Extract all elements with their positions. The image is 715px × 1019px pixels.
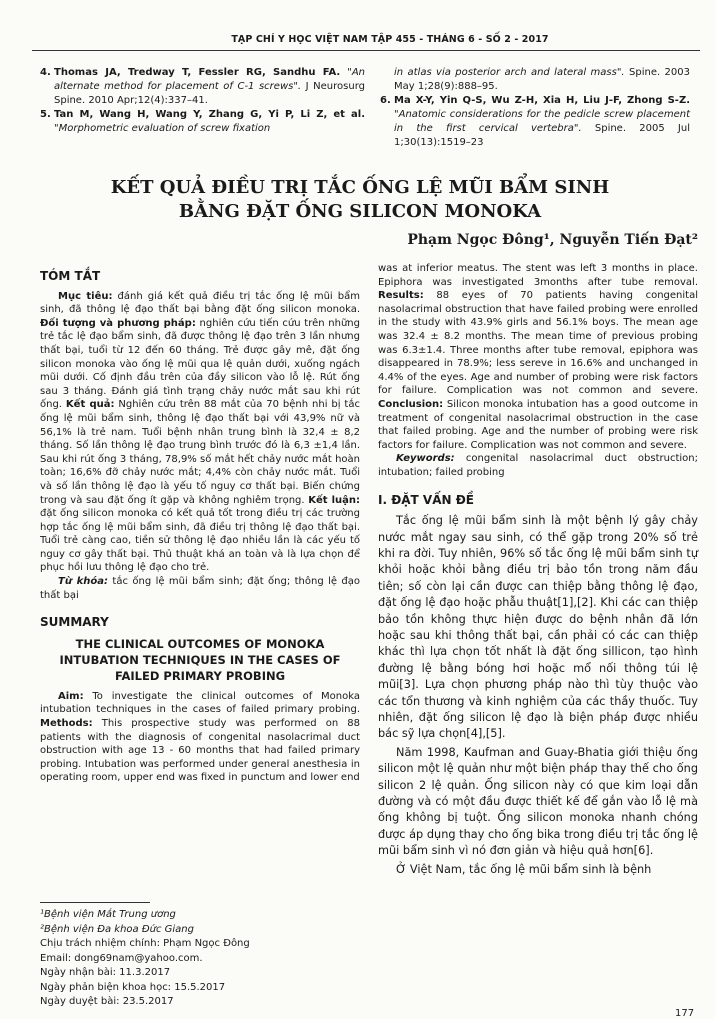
footnotes [40,908,280,1010]
abstract-label: Mục tiêu: [58,290,113,302]
summary-paragraph [40,690,360,785]
keywords-paragraph [378,452,698,479]
left-column [40,262,360,785]
summary-text: Silicon monoka intubation has a good outcome in treatment of congenital nasolacrimal obstruction in the case that failed probing. Age and the number of probing were risk factors for failure. Complication was not common and severe. [378,398,698,451]
abstract-label: Kết luận: [308,494,360,506]
abstract-text: đánh giá kết quả điều trị tắc ống lệ mũi bẩm sinh, đã thông lệ đạo thất bại bằng đặt ống silicon monoka. [40,290,360,316]
references-right [380,66,690,150]
keywords-label: Keywords: [396,453,455,465]
keywords-paragraph [40,575,360,602]
reference-number: 6. [380,95,391,106]
body-paragraph: Năm 1998, Kaufman and Guay-Bhatia giới thiệu ống silicon một lệ quản như một biện pháp thay thế cho ống silicon 2 lệ quản. Ống silicon này có que kim loại dẫn đường và có một đầu được thiết kế để gắn vào lỗ lệ mà ống không bị tuột. Ống silicon monoka nhanh chóng được áp dụng thay cho ống bika trong điều trị tắc ống lệ mũi bẩm sinh vì nó đơn giản và hiệu quả hơn[6]. [378,745,698,858]
summary-heading: SUMMARY [40,615,109,630]
summary-title: THE CLINICAL OUTCOMES OF MONOKA INTUBATION TECHNIQUES IN THE CASES OF FAILED PRIMARY PROBING [59,636,341,683]
reference-source: Spine. 2005 Jul 1;30(13):1519–23 [394,123,690,148]
reference-item [40,66,365,108]
review-date: Ngày phản biện khoa học: 15.5.2017 [40,981,226,993]
abstract-text: Nghiên cứu trên 88 mắt của 70 bệnh nhi bị tắc ống lệ mũi bẩm sinh, thông lệ đạo thất bại với 43,9% nữ và 56,1% là trẻ nam. Tuổi bệnh nhân trung bình là 32,4 ± 8,2 tháng. Số lần thông lệ đạo trung bình trước đó là 6,3 ±1,4 lần. Sau khi rút ống 3 tháng, 78,9% số mắt hết chảy nước mắt hoàn toàn; 16,6% đỡ chảy nước mắt; 4,4% còn chảy nước mắt. Tuổi và số lần thông lệ đạo là yếu tố nguy cơ thất bại. Biến chứng trong và sau đặt ống ít gặp và không nghiêm trọng. [40,399,360,506]
journal-header: TẠP CHÍ Y HỌC VIỆT NAM TẬP 455 - THÁNG 6 - SỐ 2 - 2017 [231,34,549,45]
summary-label: Aim: [58,690,84,702]
summary-text: This prospective study was performed on 88 patients with the diagnosis of congenital nasolacrimal duct obstruction with age 13 - 60 months that had failed primary probing. Intubation was performed under general anesthesia in operating room, upper end was fixed in punctum and lower end [40,718,360,784]
summary-label: Conclusion: [378,398,444,410]
summary-text: was at inferior meatus. The stent was left 3 months in place. Epiphora was investigated 3months after tube removal. [378,263,698,288]
affiliation-2: ²Bệnh viện Đa khoa Đức Giang [40,923,194,935]
keywords-text: tắc ống lệ mũi bẩm sinh; đặt ống; thông lệ đạo thất bại [40,576,360,601]
reference-item [40,108,365,136]
reference-source: Spine. 2003 May 1;28(9):888–95. [394,67,690,92]
reference-body [394,94,690,150]
reference-title: "Morphometric evaluation of screw fixation [54,123,271,134]
abstract-label: Đối tượng và phương pháp: [40,317,196,329]
keywords-text: congenital nasolacrimal duct obstruction; intubation; failed probing [378,453,698,478]
abstract-label: Kết quả: [65,399,115,411]
abstract-heading: TÓM TẮT [40,269,101,283]
reference-number: 4. [40,67,51,78]
article-authors: Phạm Ngọc Đông¹, Nguyễn Tiến Đạt² [407,232,698,248]
reference-body [394,66,690,94]
reference-body [54,66,365,108]
abstract-text: đặt ống silicon monoka có kết quả tốt trong điều trị các trường hợp tắc ống lệ mũi bẩm sinh, đã điều trị thông lệ đạo thất bại. Tuổi trẻ càng cao, tiền sử thông lệ đạo nhiều lần là các yếu tố nguy cơ gây thất bại. Thủ thuật khá an toàn và là lựa chọn để phục hồi lưu thông lệ đạo cho trẻ. [40,508,360,574]
reference-item [380,66,690,94]
header-rule [32,50,700,51]
keywords-label: Từ khóa: [58,576,109,588]
right-column [378,262,698,878]
approval-date: Ngày duyệt bài: 23.5.2017 [40,996,174,1007]
corresponding-author: Chịu trách nhiệm chính: Phạm Ngọc Đông [40,938,250,949]
section-heading: I. ĐẶT VẤN ĐỀ [378,492,474,507]
reference-authors: Tan M, Wang H, Wang Y, Zhang G, Yi P, Li Z, et al. [54,109,365,120]
summary-text: 88 eyes of 70 patients having congenital nasolacrimal obstruction that have failed probing were enrolled in the study with 43.9% girls and 56.1% boys. The mean age was 32.4 ± 8.2 months. The mean time of previous probing was 6.3±1.4. Three months after tube removal, epiphora was disappeared in 78.9%; less sereve in 16.6% and unchanged in 4.4% of the eyes. Age and number of probing were risk factors for failure. Complication was not common and severe. [378,290,698,397]
summary-text: To investigate the clinical outcomes of Monoka intubation techniques in the cases of failed primary probing. [40,690,360,716]
reference-title: "An alternate method for placement of C-1 screws". [54,67,365,92]
article-title-line: KẾT QUẢ ĐIỀU TRỊ TẮC ỐNG LỆ MŨI BẨM SINH [110,177,610,198]
article-title-line: BẰNG ĐẶT ỐNG SILICON MONOKA [178,201,542,222]
abstract-paragraph [40,290,360,575]
summary-label: Results: [378,290,424,302]
reference-source: J Neurosurg Spine. 2010 Apr;12(4):337–41. [54,81,365,106]
affiliation-1: ¹Bệnh viện Mắt Trung ương [40,909,176,920]
reference-authors: Ma X-Y, Yin Q-S, Wu Z-H, Xia H, Liu J-F, Zhong S-Z. [394,95,690,106]
received-date: Ngày nhận bài: 11.3.2017 [40,967,171,978]
reference-item [380,94,690,150]
reference-title: "Anatomic considerations for the pedicle screw placement in the first cervical vertebra". [394,109,690,134]
abstract-text: nghiên cứu tiến cứu trên những trẻ tắc lệ đạo bẩm sinh, đã được thông lệ đạo trên 3 lần nhưng thất bại, tuổi từ 12 đến 60 tháng. Trẻ được gây mê, đặt ống silicon monoka vào ống lệ mũi qua lệ quản dưới, xuống ngách mũi dưới. Cố định đầu trên của đầy silicon vào lỗ lệ. Rút ống sau 3 tháng. Đánh giá tình trạng chảy nước mắt sau khi rút ống. [40,317,360,411]
reference-number: 5. [40,109,51,120]
author-email: Email: dong69nam@yahoo.com. [40,952,203,964]
reference-number [380,66,394,94]
page-number: 177 [675,1008,695,1019]
reference-body [54,108,365,136]
footnote-rule [40,902,150,903]
article-title [80,176,640,224]
body-paragraph: Ở Việt Nam, tắc ống lệ mũi bẩm sinh là bệnh [396,862,652,876]
references-left [40,66,365,136]
summary-label: Methods: [40,718,93,730]
reference-authors: Thomas JA, Tredway T, Fessler RG, Sandhu FA. [54,67,341,78]
summary-paragraph [378,262,698,452]
reference-title: in atlas via posterior arch and lateral mass". [394,67,625,78]
body-paragraph: Tắc ống lệ mũi bẩm sinh là một bệnh lý gây chảy nước mắt ngay sau sinh, có thể gặp trong 20% số trẻ khi ra đời. Tuy nhiên, 96% số tắc ống lệ mũi bẩm sinh tự khỏi hoặc khỏi bằng điều trị bảo tồn trong năm đầu tiên; số còn lại cần được can thiệp bằng thông lệ đạo, đặt ống lệ đạo hoặc phẫu thuật[1],[2]. Khi các can thiệp bảo tồn không thực hiện được do bệnh nhân đã lớn hoặc sau khi thông thất bại, cần phải có các can thiệp khác thì lựa chọn tốt nhất là đặt ống sillicon, tạo hình đường lệ bằng bóng hơi hoặc mổ nối thông túi lệ mũi[3]. Lựa chọn phương pháp nào thì tùy thuộc vào các tổn thương và kinh nghiệm của các thầy thuốc. Tuy nhiên, đặt ống silicon lệ đạo là biện pháp được nhiều bác sỹ lựa chọn[4],[5]. [378,514,698,741]
